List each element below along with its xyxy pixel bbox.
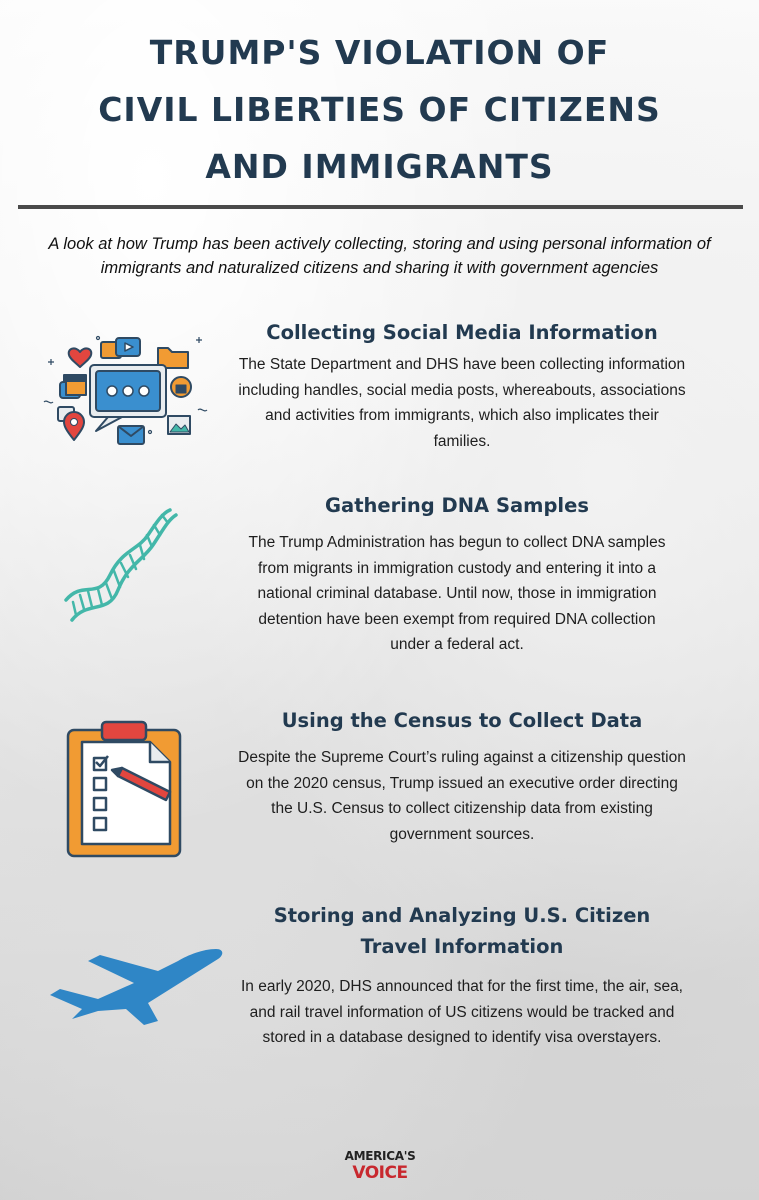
title-line-3: AND IMMIGRANTS	[205, 147, 554, 186]
section-dna	[237, 490, 677, 658]
title-divider	[18, 205, 743, 209]
social-media-icon	[38, 332, 213, 452]
section-census	[237, 705, 687, 847]
logo-line-1: AMERICA'S	[344, 1149, 416, 1163]
section-title-line: Using the Census to Collect Data	[281, 709, 643, 732]
section-social-media	[237, 317, 687, 454]
section-travel	[237, 900, 687, 1051]
section-body: In early 2020, DHS announced that for the first time, the air, sea, and rail travel information of US citizens would be tracked and stored in a database designed to identify visa overstayers.	[241, 978, 683, 1046]
subtitle: A look at how Trump has been actively collecting, storing and using personal information of immigrants and naturalized citizens and sharing it with government agencies	[48, 235, 711, 277]
title-line-1: TRUMP'S VIOLATION OF	[149, 33, 610, 72]
section-title-line: Storing and Analyzing U.S. Citizen	[273, 904, 651, 927]
section-body: The Trump Administration has begun to collect DNA samples from migrants in immigration custody and entering it into a national criminal database. Until now, those in immigration detention have been exempt from required DNA collection under a federal act.	[248, 534, 666, 653]
section-body: Despite the Supreme Court’s ruling against a citizenship question on the 2020 census, Trump issued an executive order directing the U.S. Census to collect citizenship data from existing government sources.	[238, 749, 686, 843]
logo-line-2: VOICE	[352, 1163, 408, 1183]
page-title	[0, 24, 759, 195]
section-title	[237, 317, 687, 348]
clipboard-icon	[62, 718, 187, 860]
section-title	[237, 705, 687, 736]
section-title-line: Travel Information	[360, 935, 564, 958]
dna-icon	[58, 505, 183, 630]
section-title	[237, 900, 687, 962]
section-title-line: Collecting Social Media Information	[266, 321, 658, 344]
airplane-icon	[38, 945, 228, 1030]
section-body: The State Department and DHS have been collecting information including handles, social media posts, whereabouts, associations and activities from immigrants, which also implicates their families.	[238, 356, 686, 450]
section-title	[237, 490, 677, 521]
title-line-2: CIVIL LIBERTIES OF CITIZENS	[98, 90, 661, 129]
section-title-line: Gathering DNA Samples	[325, 494, 589, 517]
americas-voice-logo	[330, 1148, 430, 1182]
